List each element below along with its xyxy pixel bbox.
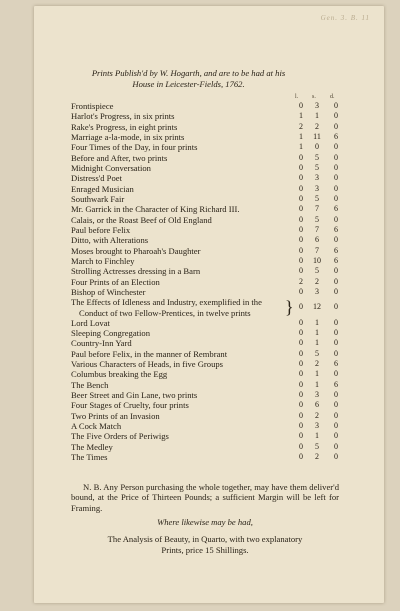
- price-pence: 0: [334, 193, 338, 203]
- item-title-line-1: Rake's Progress, in eight prints: [71, 121, 178, 132]
- price-pounds: 0: [299, 152, 303, 162]
- where-available: Where likewise may be had,: [157, 517, 253, 527]
- item-title-line-1: Paul before Felix: [71, 224, 131, 235]
- list-item: [71, 349, 341, 359]
- price-pence: 0: [334, 235, 338, 245]
- item-title: [71, 400, 189, 410]
- price-pounds: 0: [299, 173, 303, 183]
- price-shillings: 0: [315, 142, 319, 152]
- price-pounds: 0: [299, 338, 303, 348]
- price-pence: 0: [334, 348, 338, 358]
- price-shillings: 5: [315, 348, 319, 358]
- list-item: [71, 153, 341, 163]
- price-shillings: 5: [315, 266, 319, 276]
- price-pounds: 0: [299, 421, 303, 431]
- list-item: [71, 101, 341, 111]
- price-shillings: 7: [315, 204, 319, 214]
- item-title: [71, 380, 108, 390]
- price-list: [71, 101, 341, 462]
- list-item: [71, 431, 341, 441]
- list-item: [71, 390, 341, 400]
- item-title-line-1: The Bench: [71, 379, 109, 390]
- price-pence: 6: [334, 224, 338, 234]
- price-pounds: 0: [299, 390, 303, 400]
- list-item: [71, 111, 341, 121]
- list-item: [71, 246, 341, 256]
- price-pounds: 2: [299, 276, 303, 286]
- price-shillings: 5: [315, 193, 319, 203]
- item-title: [71, 256, 134, 266]
- list-item: [71, 122, 341, 132]
- price-shillings: 11: [313, 131, 321, 141]
- price-pence: 6: [334, 131, 338, 141]
- price-shillings: 3: [315, 183, 319, 193]
- item-title-line-1: Southwark Fair: [71, 193, 125, 204]
- price-shillings: 5: [315, 162, 319, 172]
- price-pence: 0: [334, 431, 338, 441]
- item-title-line-1: Marriage a-la-mode, in six prints: [71, 131, 185, 142]
- item-title: [71, 184, 134, 194]
- item-title-line-1: Columbus breaking the Egg: [71, 369, 168, 380]
- item-title-line-1: The Times: [71, 452, 108, 463]
- item-title-line-1: Beer Street and Gin Lane, two prints: [71, 390, 198, 401]
- item-title-line-1: The Medley: [71, 441, 113, 452]
- price-pounds: 0: [299, 255, 303, 265]
- price-pounds: 0: [299, 410, 303, 420]
- price-shillings: 12: [313, 302, 321, 312]
- price-pounds: 2: [299, 121, 303, 131]
- price-pence: 6: [334, 379, 338, 389]
- price-pence: 6: [334, 255, 338, 265]
- price-pounds: 0: [299, 328, 303, 338]
- price-shillings: 3: [315, 101, 319, 110]
- column-header-shillings: s.: [312, 94, 316, 100]
- price-pence: 0: [334, 317, 338, 327]
- price-shillings: 3: [315, 421, 319, 431]
- price-pounds: 0: [299, 317, 303, 327]
- price-pounds: 0: [299, 452, 303, 462]
- item-title: [71, 452, 108, 462]
- price-shillings: 5: [315, 214, 319, 224]
- heading-line-2: House in Leicester-Fields, 1762.: [132, 78, 245, 89]
- price-shillings: 3: [315, 173, 319, 183]
- price-shillings: 1: [315, 338, 319, 348]
- list-item: [71, 359, 341, 369]
- price-pounds: 0: [299, 266, 303, 276]
- price-pence: 6: [334, 359, 338, 369]
- item-title: [71, 287, 145, 297]
- price-pounds: 0: [299, 204, 303, 214]
- item-title: [71, 431, 169, 441]
- item-title: [71, 328, 150, 338]
- list-item: [71, 421, 341, 431]
- price-shillings: 1: [315, 317, 319, 327]
- price-shillings: 2: [315, 410, 319, 420]
- price-pounds: 0: [299, 400, 303, 410]
- price-pounds: 1: [299, 111, 303, 121]
- price-shillings: 1: [315, 369, 319, 379]
- item-title: [71, 194, 124, 204]
- item-title-line-1: Frontispiece: [71, 101, 114, 111]
- price-pence: 6: [334, 204, 338, 214]
- price-pence: 0: [334, 111, 338, 121]
- price-pounds: 0: [299, 431, 303, 441]
- price-pounds: 0: [299, 193, 303, 203]
- item-title: [71, 142, 197, 152]
- item-title-line-1: Midnight Conversation: [71, 162, 151, 173]
- item-title: [71, 297, 311, 318]
- item-title-line-1: The Effects of Idleness and Industry, exemplified in the: [71, 297, 262, 308]
- list-item: [71, 142, 341, 152]
- item-title: [71, 173, 122, 183]
- item-title-line-1: Distress'd Poet: [71, 173, 122, 184]
- item-title: [71, 421, 121, 431]
- item-title: [71, 318, 110, 328]
- analysis-line-2: Prints, price 15 Shillings.: [161, 545, 249, 555]
- price-pounds: 0: [299, 235, 303, 245]
- price-pence: 0: [334, 173, 338, 183]
- item-title-line-1: Four Times of the Day, in four prints: [71, 142, 198, 153]
- item-title: [71, 163, 151, 173]
- list-item: [71, 184, 341, 194]
- item-title-line-1: Lord Lovat: [71, 317, 110, 328]
- item-title: [71, 204, 239, 214]
- price-pounds: 0: [299, 369, 303, 379]
- item-title-line-1: Ditto, with Alterations: [71, 235, 149, 246]
- price-pounds: 0: [299, 302, 303, 312]
- price-pounds: 0: [299, 348, 303, 358]
- list-item: [71, 215, 341, 225]
- column-header-pounds: l.: [295, 94, 299, 100]
- price-pence: 0: [334, 286, 338, 296]
- item-title: [71, 111, 174, 121]
- price-pence: 0: [334, 421, 338, 431]
- list-item: [71, 163, 341, 173]
- item-title-line-2: Conduct of two Fellow-Prentices, in twelve prints: [79, 307, 251, 318]
- price-pence: 0: [334, 441, 338, 451]
- price-shillings: 2: [315, 359, 319, 369]
- item-title: [71, 359, 223, 369]
- list-item: [71, 204, 341, 214]
- price-pounds: 0: [299, 441, 303, 451]
- list-item: [71, 328, 341, 338]
- price-pence: 0: [334, 302, 338, 312]
- price-pounds: 0: [299, 224, 303, 234]
- item-title-line-1: Harlot's Progress, in six prints: [71, 111, 175, 122]
- item-title: [71, 338, 132, 348]
- price-shillings: 10: [313, 255, 321, 265]
- list-item: [71, 256, 341, 266]
- heading-line-1: Prints Publish'd by W. Hogarth, and are to be had at his: [91, 68, 286, 78]
- price-shillings: 3: [315, 390, 319, 400]
- item-title: [71, 277, 160, 287]
- column-header-pence: d.: [330, 94, 335, 100]
- item-title-line-1: Moses brought to Pharoah's Daughter: [71, 245, 201, 256]
- list-item: [71, 132, 341, 142]
- item-title: [71, 442, 113, 452]
- item-title-line-1: Various Characters of Heads, in five Groups: [71, 359, 224, 370]
- item-title-line-1: Calais, or the Roast Beef of Old England: [71, 214, 212, 225]
- document-heading: [36, 68, 341, 89]
- item-title: [71, 349, 227, 359]
- nota-bene: [71, 482, 339, 513]
- list-item: [71, 277, 341, 287]
- price-shillings: 2: [315, 452, 319, 462]
- price-pence: 0: [334, 369, 338, 379]
- price-pence: 0: [334, 142, 338, 152]
- note-line-2: them deliver'd bound, at the Price of Thirteen Pounds; a: [71, 482, 339, 503]
- item-title-line-1: Enraged Musician: [71, 183, 134, 194]
- price-shillings: 7: [315, 224, 319, 234]
- item-title-line-1: Before and After, two prints: [71, 152, 168, 163]
- price-pounds: 0: [299, 101, 303, 110]
- price-pounds: 0: [299, 214, 303, 224]
- note-line-3: sufficient Margin will be left for Framing.: [71, 492, 340, 513]
- item-title-line-1: Two Prints of an Invasion: [71, 410, 160, 421]
- analysis-of-beauty-notice: [71, 534, 339, 556]
- price-pence: 0: [334, 101, 338, 110]
- list-item: [71, 411, 341, 421]
- price-pence: 0: [334, 390, 338, 400]
- note-line-1: N. B. Any Person purchasing the whole together, may have: [83, 482, 288, 492]
- list-item: [71, 318, 341, 328]
- price-pence: 0: [334, 214, 338, 224]
- item-title-line-1: Paul before Felix, in the manner of Rembrant: [71, 348, 228, 359]
- item-title: [71, 101, 113, 111]
- shelfmark-annotation: Gen. 3. B. 11: [320, 14, 370, 22]
- item-title-line-1: Four Prints of an Election: [71, 276, 160, 287]
- item-title: [71, 390, 197, 400]
- price-pence: 0: [334, 162, 338, 172]
- price-shillings: 1: [315, 328, 319, 338]
- item-title: [71, 122, 177, 132]
- item-title: [71, 411, 160, 421]
- price-pounds: 1: [299, 131, 303, 141]
- price-pence: 0: [334, 400, 338, 410]
- item-title: [71, 132, 184, 142]
- item-title: [71, 235, 148, 245]
- price-pounds: 0: [299, 162, 303, 172]
- price-pence: 0: [334, 152, 338, 162]
- price-shillings: 5: [315, 152, 319, 162]
- item-title-line-1: The Five Orders of Periwigs: [71, 431, 169, 442]
- price-pounds: 0: [299, 286, 303, 296]
- item-title: [71, 153, 167, 163]
- item-title-line-1: Strolling Actresses dressing in a Barn: [71, 266, 201, 277]
- price-pence: 6: [334, 245, 338, 255]
- list-item: [71, 297, 341, 318]
- price-shillings: 1: [315, 111, 319, 121]
- price-pence: 0: [334, 121, 338, 131]
- price-shillings: 3: [315, 286, 319, 296]
- item-title: [71, 225, 130, 235]
- item-title-line-1: Country-Inn Yard: [71, 338, 132, 349]
- list-item: [71, 400, 341, 410]
- list-item: [71, 442, 341, 452]
- price-shillings: 6: [315, 235, 319, 245]
- price-shillings: 1: [315, 431, 319, 441]
- list-item: [71, 235, 341, 245]
- price-pence: 0: [334, 276, 338, 286]
- item-title-line-1: March to Finchley: [71, 255, 135, 266]
- item-title: [71, 215, 212, 225]
- item-title: [71, 369, 167, 379]
- list-item: [71, 287, 341, 297]
- brace-glyph: }: [285, 297, 294, 318]
- item-title: [71, 266, 200, 276]
- price-pence: 0: [334, 266, 338, 276]
- item-title-line-1: Sleeping Congregation: [71, 328, 151, 339]
- price-shillings: 1: [315, 379, 319, 389]
- item-title-line-1: A Cock Match: [71, 421, 122, 432]
- price-pounds: 1: [299, 142, 303, 152]
- list-item: [71, 225, 341, 235]
- item-title: [71, 246, 200, 256]
- price-pence: 0: [334, 410, 338, 420]
- item-title-line-1: Bishop of Winchester: [71, 286, 146, 297]
- item-title-line-1: Mr. Garrick in the Character of King Richard III.: [71, 204, 240, 215]
- price-shillings: 2: [315, 121, 319, 131]
- price-shillings: 6: [315, 400, 319, 410]
- price-shillings: 2: [315, 276, 319, 286]
- list-item: [71, 194, 341, 204]
- price-pence: 0: [334, 452, 338, 462]
- list-item: [71, 380, 341, 390]
- analysis-line-1: The Analysis of Beauty, in Quarto, with two explanatory: [107, 534, 303, 544]
- item-title-line-1: Four Stages of Cruelty, four prints: [71, 400, 189, 411]
- price-pounds: 0: [299, 183, 303, 193]
- list-item: [71, 338, 341, 348]
- list-item: [71, 266, 341, 276]
- list-item: [71, 173, 341, 183]
- price-pence: 0: [334, 328, 338, 338]
- price-pounds: 0: [299, 245, 303, 255]
- list-item: [71, 369, 341, 379]
- price-pence: 0: [334, 338, 338, 348]
- price-pounds: 0: [299, 359, 303, 369]
- price-shillings: 5: [315, 441, 319, 451]
- price-shillings: 7: [315, 245, 319, 255]
- list-item: [71, 452, 341, 462]
- price-pence: 0: [334, 183, 338, 193]
- price-pounds: 0: [299, 379, 303, 389]
